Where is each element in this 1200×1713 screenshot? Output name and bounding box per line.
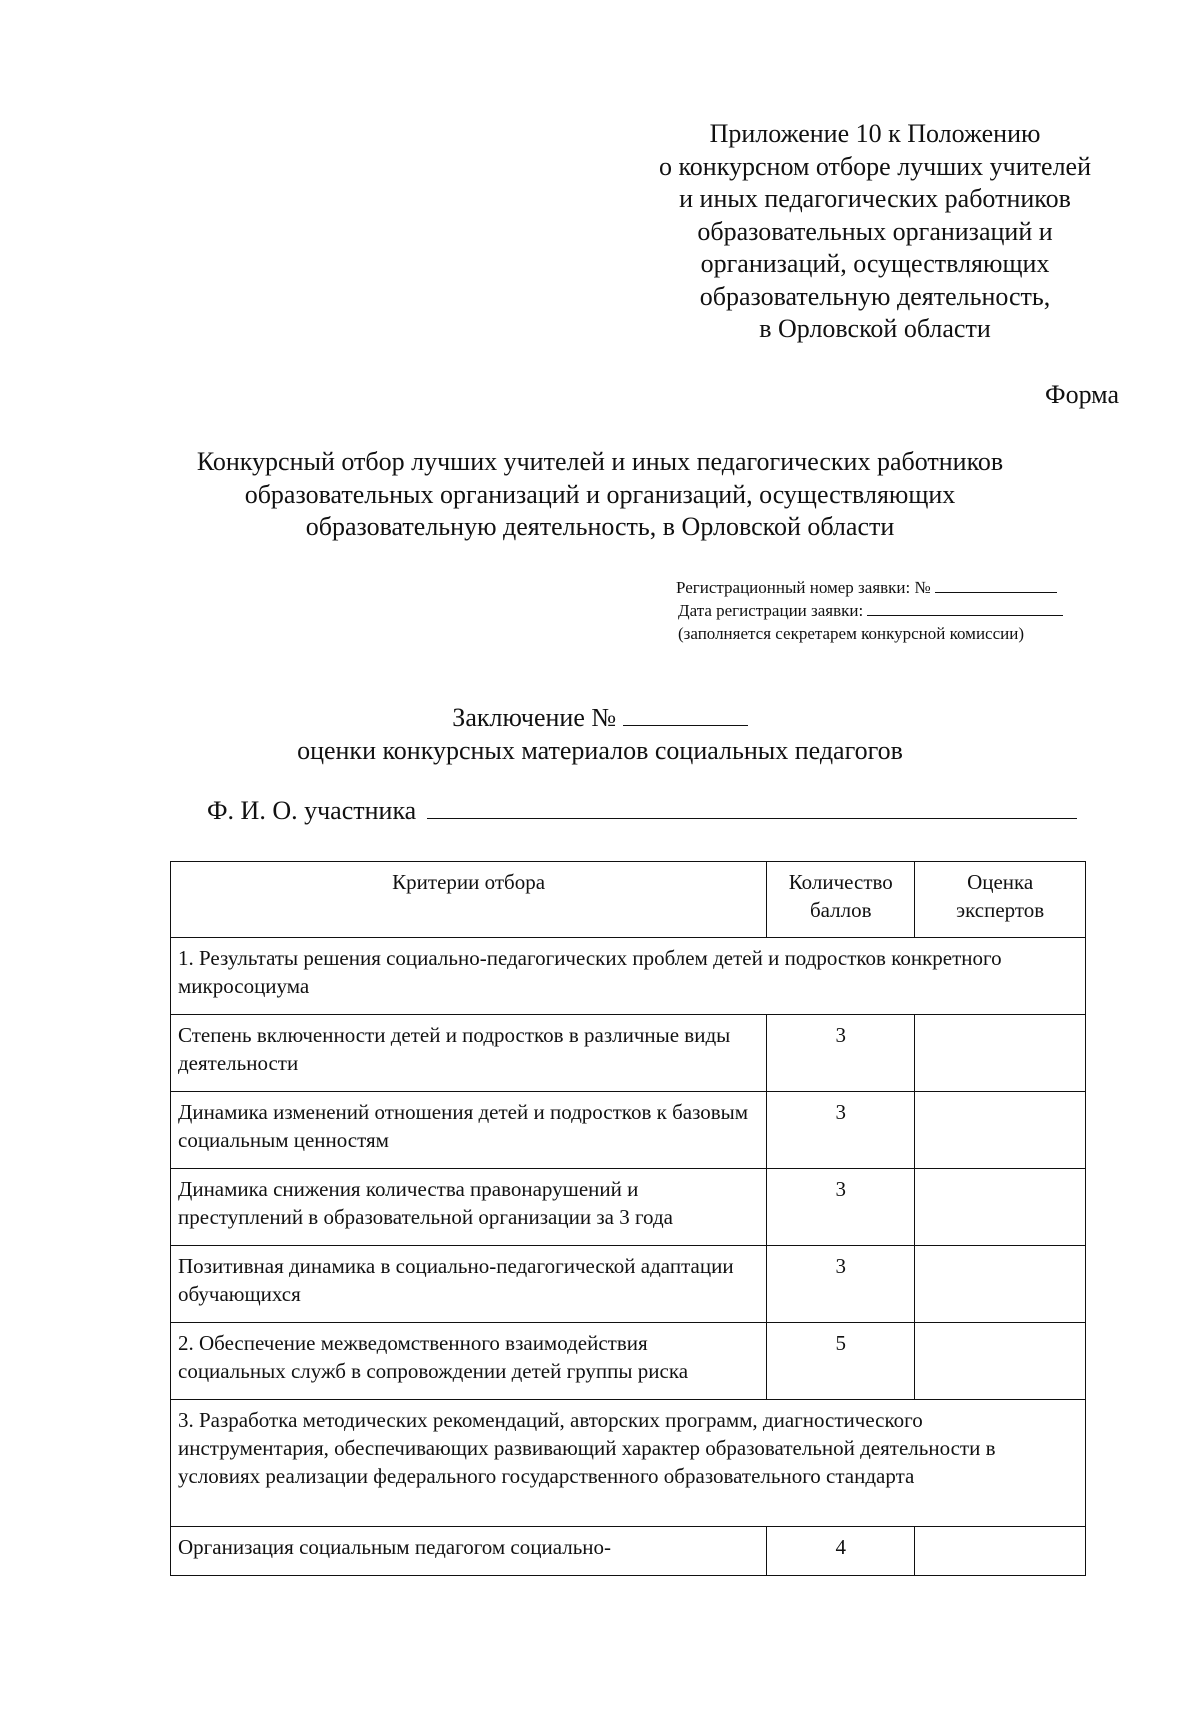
conclusion-subtitle: оценки конкурсных материалов социальных педагогов bbox=[297, 735, 903, 765]
appendix-line: о конкурсном отборе лучших учителей bbox=[659, 151, 1091, 181]
points-cell: 5 bbox=[767, 1323, 915, 1400]
section-row bbox=[171, 938, 1086, 1015]
assessment-cell[interactable] bbox=[915, 1015, 1086, 1092]
assessment-cell[interactable] bbox=[915, 1092, 1086, 1169]
contest-title-line: образовательных организаций и организаций, осуществляющих bbox=[244, 479, 956, 509]
header-criteria: Критерии отбора bbox=[171, 862, 767, 938]
conclusion-title-row bbox=[200, 702, 1000, 735]
points-cell: 3 bbox=[767, 1246, 915, 1323]
table-header-row bbox=[171, 862, 1086, 938]
criterion-cell: Динамика изменений отношения детей и подростков к базовым социальным ценностям bbox=[171, 1092, 767, 1169]
contest-title bbox=[150, 446, 1050, 544]
criterion-cell: Степень включенности детей и подростков в различные виды деятельности bbox=[171, 1015, 767, 1092]
appendix-header bbox=[620, 118, 1130, 346]
participant-name-field[interactable] bbox=[427, 796, 1077, 819]
criterion-cell: Позитивная динамика в социально-педагогической адаптации обучающихся bbox=[171, 1246, 767, 1323]
appendix-line: Приложение 10 к Положению bbox=[709, 119, 1041, 148]
header-points: Количество баллов bbox=[767, 862, 915, 938]
section-row bbox=[171, 1400, 1086, 1527]
form-label: Форма bbox=[1045, 380, 1119, 409]
table-row bbox=[171, 1015, 1086, 1092]
section-1-title: 1. Результаты решения социально-педагогических проблем детей и подростков конкретного микросоциума bbox=[171, 938, 1086, 1015]
conclusion-number-field[interactable] bbox=[623, 703, 748, 726]
assessment-cell[interactable] bbox=[915, 1527, 1086, 1576]
appendix-line: образовательную деятельность, bbox=[699, 281, 1051, 311]
points-cell: 4 bbox=[767, 1527, 915, 1576]
table-row bbox=[171, 1092, 1086, 1169]
registration-number-field[interactable] bbox=[935, 576, 1057, 593]
header-assessment: Оценка экспертов bbox=[915, 862, 1086, 938]
registration-number-label: Регистрационный номер заявки: № bbox=[676, 578, 931, 597]
criterion-cell: Динамика снижения количества правонарушений и преступлений в образовательной организации за 3 года bbox=[171, 1169, 767, 1246]
conclusion-heading bbox=[200, 702, 1000, 767]
registration-block bbox=[676, 576, 1063, 645]
conclusion-title: Заключение № bbox=[452, 703, 617, 732]
registration-number-row bbox=[676, 576, 1063, 599]
criteria-table bbox=[170, 861, 1086, 1576]
assessment-cell[interactable] bbox=[915, 1323, 1086, 1400]
contest-title-line: Конкурсный отбор лучших учителей и иных педагогических работников bbox=[196, 447, 1004, 476]
table-row bbox=[171, 1323, 1086, 1400]
appendix-line: организаций, осуществляющих bbox=[700, 249, 1050, 278]
registration-note: (заполняется секретарем конкурсной комиссии) bbox=[678, 624, 1024, 643]
participant-row bbox=[207, 796, 1077, 826]
table-row bbox=[171, 1527, 1086, 1576]
section-3-title: 3. Разработка методических рекомендаций, авторских программ, диагностического инструментария, обеспечивающих развивающий характер образовательной деятельности в условиях реализации федерального государственного образовательного стандарта bbox=[171, 1400, 1086, 1527]
registration-date-row bbox=[676, 599, 1063, 622]
points-cell: 3 bbox=[767, 1015, 915, 1092]
contest-title-line: образовательную деятельность, в Орловской области bbox=[305, 512, 895, 541]
assessment-cell[interactable] bbox=[915, 1169, 1086, 1246]
assessment-cell[interactable] bbox=[915, 1246, 1086, 1323]
points-cell: 3 bbox=[767, 1169, 915, 1246]
registration-date-field[interactable] bbox=[867, 599, 1063, 616]
points-cell: 3 bbox=[767, 1092, 915, 1169]
table-row bbox=[171, 1246, 1086, 1323]
participant-label: Ф. И. О. участника bbox=[207, 796, 417, 825]
registration-date-label: Дата регистрации заявки: bbox=[678, 601, 864, 620]
appendix-line: в Орловской области bbox=[759, 314, 991, 343]
appendix-line: образовательных организаций и bbox=[697, 216, 1053, 246]
appendix-line: и иных педагогических работников bbox=[679, 184, 1071, 213]
table-row bbox=[171, 1169, 1086, 1246]
criterion-cell: Организация социальным педагогом социально- bbox=[171, 1527, 767, 1576]
criterion-cell: 2. Обеспечение межведомственного взаимодействия социальных служб в сопровождении детей группы риска bbox=[171, 1323, 767, 1400]
